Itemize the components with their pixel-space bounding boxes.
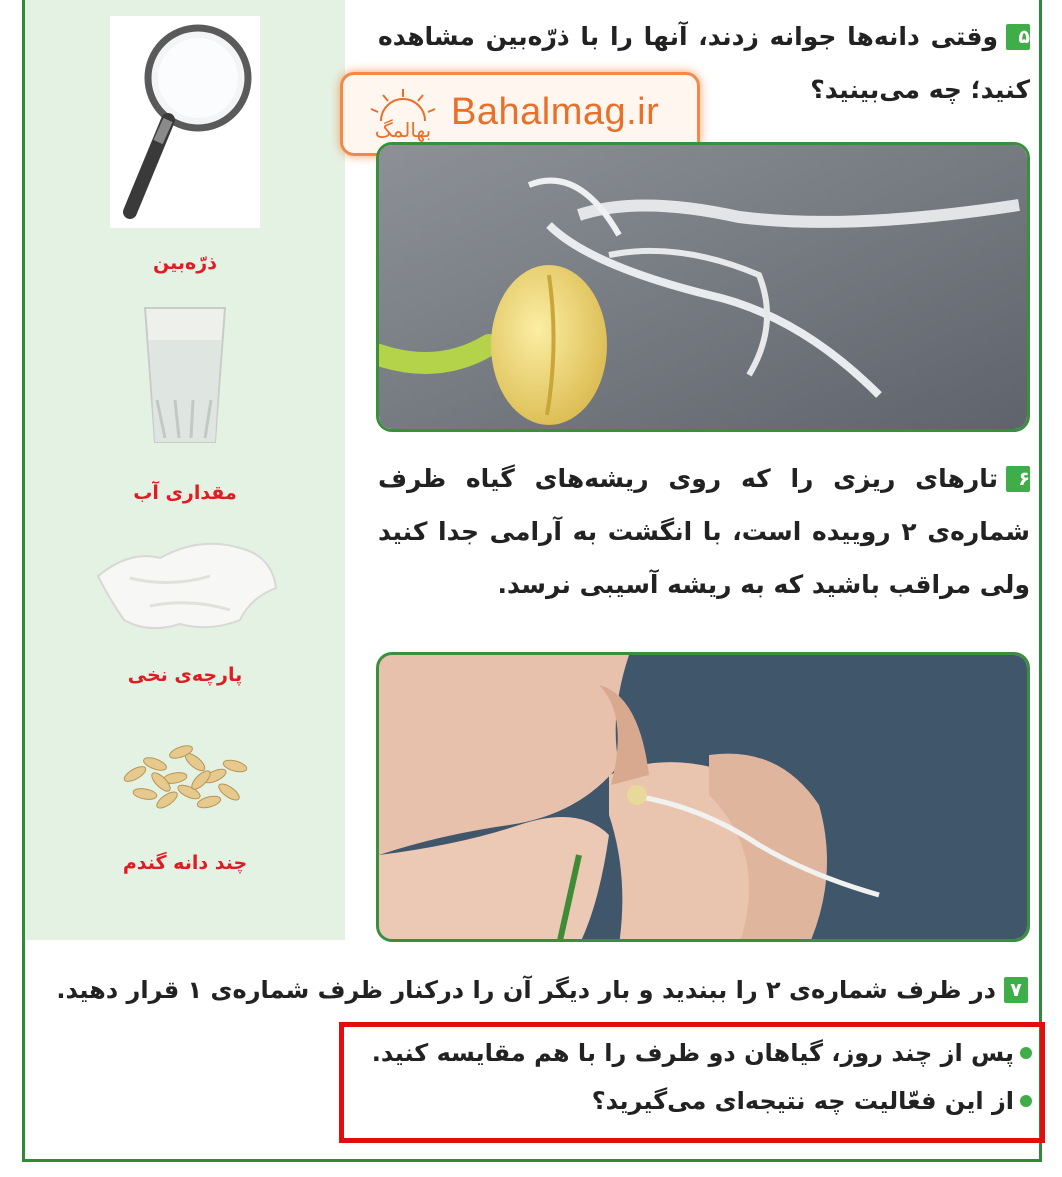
fingers-photo — [376, 652, 1030, 942]
bullet-dot-icon — [1020, 1047, 1032, 1059]
magnifier-image — [25, 16, 345, 232]
cloth-icon — [90, 528, 280, 638]
tool-label-cloth: پارچه‌ی نخی — [127, 664, 243, 686]
seed-photo — [376, 142, 1030, 432]
tool-label-wheat: چند دانه گندم — [122, 852, 248, 874]
materials-panel — [25, 0, 345, 940]
step-text: وقتی دانه‌ها جوانه زدند، آنها را با ذرّه‌بین مشاهده کنید؛ چه می‌بینید؟ — [378, 22, 1030, 104]
wheat-seeds-image — [25, 734, 345, 828]
wheat-seeds-icon — [105, 734, 265, 824]
magnifier-icon — [110, 16, 260, 228]
cloth-image — [25, 528, 345, 642]
step-7-paragraph — [28, 970, 1028, 1010]
step-6-paragraph — [378, 452, 1030, 611]
tool-label-water: مقداری آب — [133, 482, 237, 504]
fingers-root-image — [379, 655, 1030, 942]
germinated-seed-image — [379, 145, 1030, 432]
question-text: پس از چند روز، گیاهان دو ظرف را با هم مقایسه کنید. — [371, 1039, 1014, 1067]
watermark-logo-text: بهالمگ — [374, 118, 432, 142]
step-text: تارهای ریزی را که روی ریشه‌های گیاه ظرف شماره‌ی ۲ روییده است، با انگشت به آرامی جدا کنید ولی مراقب باشید که به ریشه آسیبی نرسد. — [378, 464, 1031, 599]
question-line-1 — [372, 1039, 1032, 1067]
water-glass-image — [25, 300, 345, 454]
sun-logo-icon — [361, 83, 447, 149]
question-text: از این فعّالیت چه نتیجه‌ای می‌گیرید؟ — [591, 1087, 1014, 1115]
tool-label-magnifier: ذرّه‌بین — [153, 252, 217, 274]
step-text: در ظرف شماره‌ی ۲ را ببندید و بار دیگر آن را درکنار ظرف شماره‌ی ۱ قرار دهید. — [56, 976, 996, 1004]
questions-highlight-box — [339, 1022, 1045, 1143]
bullet-dot-icon — [1020, 1095, 1032, 1107]
step-number-badge: ۶ — [1006, 466, 1030, 492]
step-number-badge: ۵ — [1006, 24, 1030, 50]
step-number-badge: ۷ — [1004, 977, 1028, 1003]
question-line-2 — [592, 1087, 1032, 1115]
watermark-text: Bahalmag.ir — [451, 91, 660, 133]
water-glass-icon — [135, 300, 235, 450]
